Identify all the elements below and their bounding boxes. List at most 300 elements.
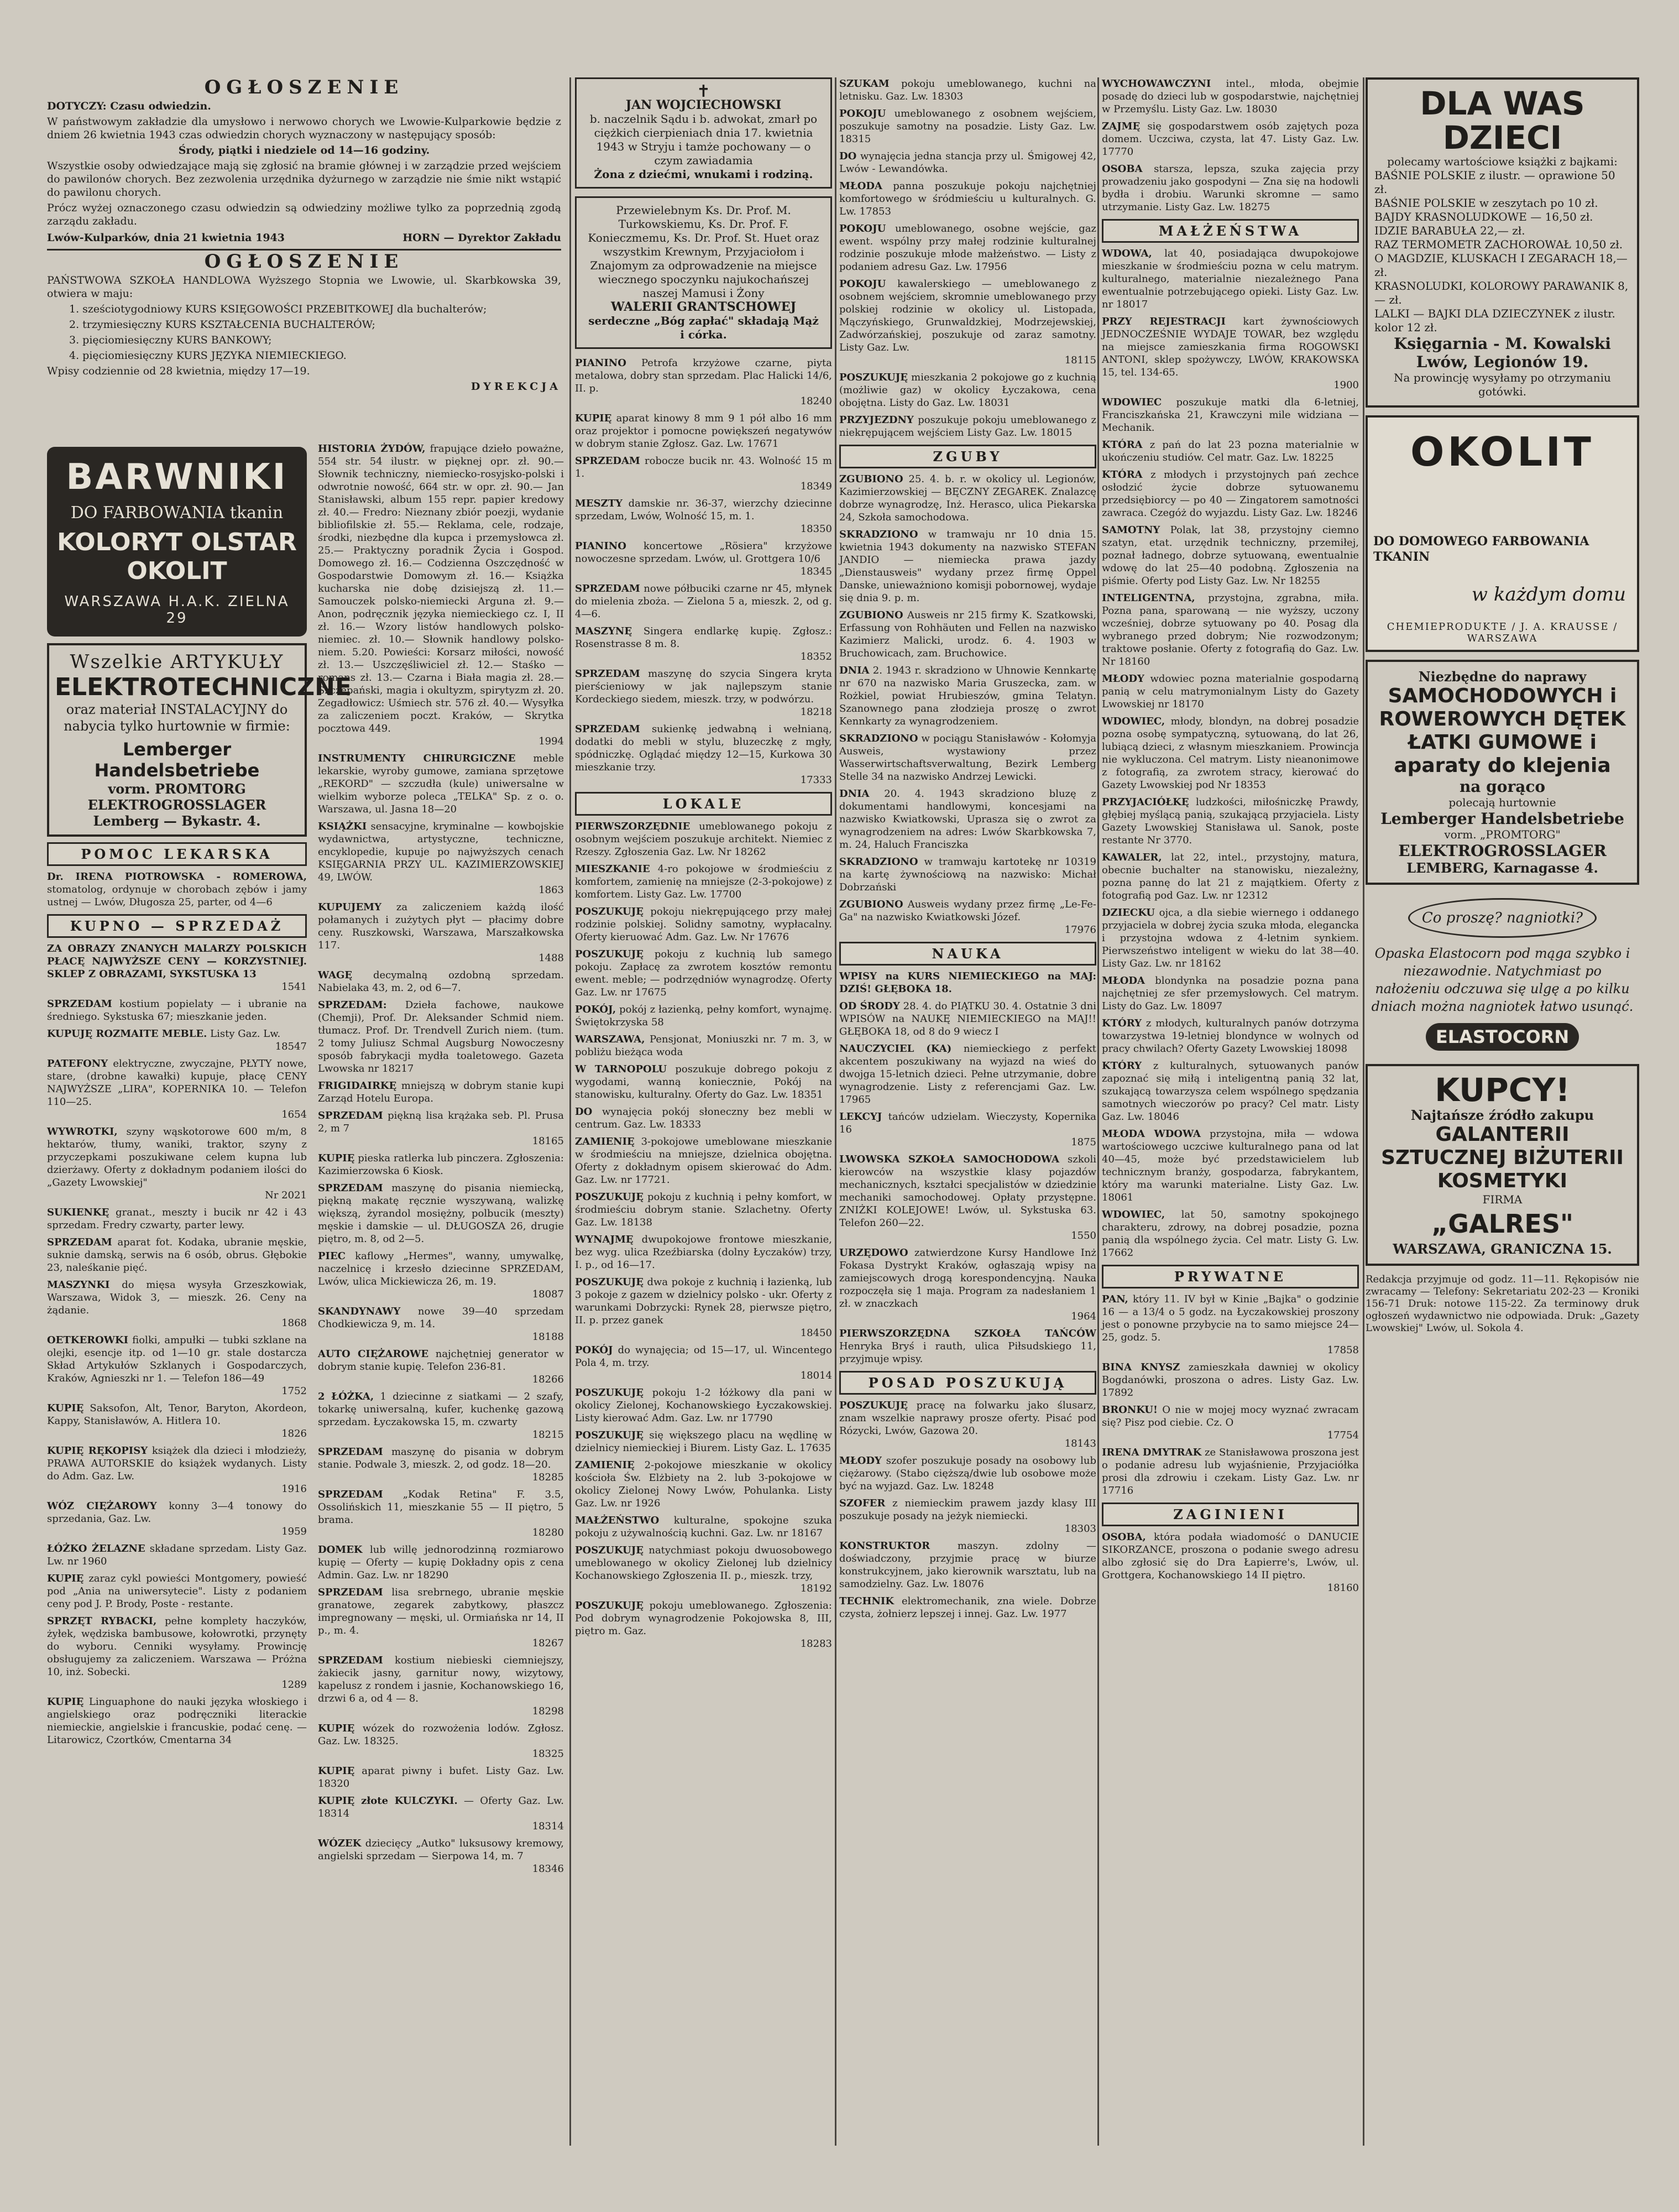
classified-ad: [47, 1027, 307, 1053]
ad-lead: WDOWIEC,: [1102, 1209, 1165, 1220]
classified-ad: [839, 1153, 1096, 1242]
ad-reference: 18352: [800, 651, 832, 662]
elektro-company: Lemberger Handelsbetriebe: [94, 739, 260, 781]
ad-body: Linguaphone do nauki języka włoskiego i angielskiego oraz podręczniki literackie niemieckie, angielskie i francuskie, podać cenę. — Litarowicz, Czortków, Cmentarna 34: [47, 1696, 307, 1746]
ad-lead: PAN,: [1102, 1293, 1128, 1305]
ad-lead: KTÓRY: [1102, 1018, 1142, 1029]
ad-body: umeblowanego, osobne wejście, gaz ewent. wspólny przy małej rodzinie kulturalnej rodzinie poszukuje młode małżeństwo. — Listy z podaniem adresu Gaz. Lw. 17956: [839, 223, 1096, 273]
ad-lead: POSZUKUJĘ: [839, 372, 908, 383]
ad-lead: KUPIĘ: [575, 413, 612, 424]
classified-ad: [839, 528, 1096, 604]
classified-ad: [839, 1497, 1096, 1535]
ad-body: damskie nr. 36-37, wierzchy dziecinne sprzedam, Lwów, Wolność 15, m. 1.: [575, 498, 832, 522]
ad-reference: 18283: [800, 1638, 832, 1650]
elektro-address: vorm. PROMTORG ELEKTROGROSSLAGER Lemberg — Bykastr. 4.: [87, 781, 266, 829]
ad-lead: ŁÓŻKO ŻELAZNE: [47, 1543, 145, 1554]
ad-reference: 1550: [1071, 1230, 1096, 1241]
ad-lead: POSZUKUJĘ: [575, 1191, 644, 1203]
ad-body: szyny wąskotorowe 600 m/m, 8 hektarów, tłumy, waniki, traktor, szyny z przyczepkami poszukiwane celem kupna lub dzierżawy. Oferty z dokładnym podaniem ilości do „Gazety Lwowskiej": [47, 1126, 307, 1188]
ad-reference: 1289: [281, 1679, 307, 1691]
ad-lead: POSZUKUJĘ: [575, 948, 644, 960]
ad-body: 1 dziecinne z siatkami — 2 szafy, tokarkę uniwersalną, kufer, kuchenkę gazową sprzedam. Łyczakowska 15, m. czwarty: [318, 1391, 564, 1428]
classified-ad: [1102, 163, 1359, 213]
ad-lead: SPRZEDAM: [575, 723, 640, 735]
ad-lead: KUPIĘ: [47, 1696, 84, 1708]
ad-body: lisa srebrnego, ubranie męskie granatowe, zegarek zabytkowy, płaszcz impregnowany — męski, ul. Ormiańska nr 14, II p., m. 4.: [318, 1587, 564, 1636]
thanks-name: WALERII GRANTSCHOWEJ: [611, 300, 796, 314]
ad-lead: SPRZEDAM:: [318, 999, 387, 1011]
classified-ad: [575, 1233, 832, 1271]
ad-reference: 1488: [538, 952, 564, 964]
galres-headline: KUPCY!: [1435, 1071, 1570, 1109]
ad-body: ojca, a dla siebie wiernego i oddanego przyjaciela w dobrej życia szuka młoda, elegancka i przystojna wdowa z 4-letnim synkiem. Pierwszeństwo inteligent w wieku do lat 38—40. Listy Gaz. Lw. nr 18162: [1102, 907, 1359, 969]
ad-body: kaflowy „Hermes", wanny, umywalkę, naczelnicę i krzesło dziecinne SPRZEDAM, Lwów, ulica Mickiewicza 26, m. 19.: [318, 1250, 564, 1287]
classified-list: [839, 970, 1096, 1365]
classified-ad: [575, 905, 832, 943]
books-item: RAZ TERMOMETR ZACHOROWAŁ 10,50 zł.: [1374, 238, 1623, 251]
classified-ad: [575, 948, 832, 999]
classified-ad: [839, 787, 1096, 851]
ad-reference: 17754: [1327, 1430, 1359, 1441]
ad-lead: AUTO CIĘŻAROWE: [318, 1348, 429, 1360]
classified-ad: [1102, 1128, 1359, 1204]
ad-body: poszukuje matki dla 6-letniej, Franciszkańska 21, Krawczyni mile widziana — Mechanik.: [1102, 397, 1359, 434]
classified-ad: [839, 1595, 1096, 1620]
classified-ad: [1102, 1017, 1359, 1055]
ad-reference: 18115: [1064, 354, 1096, 366]
ad-lead: SPRZEDAM: [318, 1655, 383, 1666]
ad-lead: SPRZEDAM: [318, 1489, 383, 1500]
ad-body: mieszkania 2 pokojowe go z kuchnią (możliwie gaz) w okolicy Łyczakowa, cena obojętna. Listy do Gaz. Lw. 18031: [839, 372, 1096, 409]
classified-ad: [318, 1837, 564, 1875]
okolit-slogan: w każdym domu: [1471, 583, 1626, 606]
classified-ad: [318, 1348, 564, 1386]
ad-lead: PRZYJACIÓŁKĘ: [1102, 796, 1189, 808]
ad-body: sensacyjne, kryminalne — kowbojskie wydawnictwa, artystyczne, techniczne, encyklopedie, kupuje po najwyższych cenach KSIĘGARNIA PRZY UL. KAZIMIERZOWSKIEJ 49, LWÓW.: [318, 821, 564, 883]
barwniki-brands: KOLORYT OLSTAR OKOLIT: [57, 528, 297, 585]
classified-ad: [318, 1488, 564, 1539]
ad-body: pieska ratlerka lub pinczera. Zgłoszenia: Kazimierzowska 6 Kiosk.: [318, 1152, 564, 1177]
ad-lead: PIERWSZORZĘDNIE: [575, 821, 691, 832]
ad-body: granat., meszty i bucik nr 42 i 43 sprzedam. Fredry czwarty, parter lewy.: [47, 1207, 307, 1231]
ad-lead: MŁODA: [1102, 975, 1145, 987]
ad-lead: SKRADZIONO: [839, 733, 918, 744]
ad-body: z niemieckim prawem jazdy klasy III poszukuje posady na jeżyk niemiecki.: [839, 1498, 1096, 1522]
classified-ad: [839, 1327, 1096, 1365]
classified-ad: [318, 969, 564, 994]
ad-reference: 18346: [532, 1863, 564, 1875]
section-banner-zaginieni: ZAGINIENI: [1102, 1503, 1359, 1526]
ad-body: z młodych, kulturalnych panów dotrzyma towarzystwa 19-letniej blondynce w wolnych od pracy chwilach? Oferty Gazety Lwowskiej 18098: [1102, 1018, 1359, 1055]
classified-ad: [575, 1276, 832, 1339]
classified-list: [839, 473, 1096, 936]
ad-body: niemieckiego z perfekt akcentem poszukiwany na wyjazd na wieś do dwojga 15-letnich dzieci. Pełne utrzymanie, dobre wynagrodzenie. Listy z referencjami Gaz. Lw. 17965: [839, 1043, 1096, 1105]
classified-ad: [1102, 1531, 1359, 1594]
classified-list: [575, 820, 832, 1650]
classified-ad: [575, 357, 832, 408]
ad-body: pokoju umeblowanego. Zgłoszenia: Pod dobrym wynagrodzenie Pokojowska 8, III, piętro m. Gaz.: [575, 1600, 832, 1637]
ad-lead: POSZUKUJĘ: [575, 1276, 644, 1288]
classified-ad: [839, 150, 1096, 175]
ad-body: wdowiec pozna materialnie gospodarną panią w celu matrymonialnym Listy do Gazety Lwowskiej nr 18170: [1102, 673, 1359, 710]
ad-reference: 18350: [800, 523, 832, 535]
ad-body: się większego placu na wędlinę w dzielnicy niemieckiej i Biurem. Listy Gaz. L. 17635: [575, 1430, 832, 1454]
ad-lead: DO: [575, 1106, 593, 1118]
ad-lead: POSZUKUJĘ: [839, 1400, 908, 1411]
classified-ad: [1102, 77, 1359, 116]
classified-ad: [575, 723, 832, 786]
ad-lead: ZGUBIONO: [839, 899, 903, 910]
books-item: O MAGDZIE, KLUSKACH I ZEGARACH 18,— zł.: [1374, 252, 1628, 279]
patches-line: polecają hurtownie: [1448, 796, 1556, 809]
classified-ad: [318, 1586, 564, 1650]
ad-body: robocze bucik nr. 43. Wolność 15 m 1.: [575, 455, 832, 479]
ad-reference: 1752: [281, 1385, 307, 1397]
notice-place: Lwów-Kulparków, dnia 21 kwietnia 1943: [47, 232, 285, 244]
ad-body: O nie w mojej mocy wyznać zwracam się? Pisz pod ciebie. Cz. O: [1102, 1404, 1359, 1428]
ad-lead: POKÓJ,: [575, 1004, 616, 1015]
ad-body: 28. 4. do PIĄTKU 30. 4. Ostatnie 3 dni WPISÓW na NAUKĘ NIEMIECKIEGO na MAJ!! GŁĘBOKA 18, od 8 do 9 wiecz I: [839, 1000, 1097, 1037]
classified-sections: [47, 842, 307, 1746]
ad-body: wynajęcia jedna stancja przy ul. Śmigowej 42, Lwów - Lewandówka.: [839, 150, 1096, 175]
ad-reference: 18280: [532, 1527, 564, 1538]
ad-lead: DNIA: [839, 665, 870, 676]
ad-lead: LWOWSKA SZKOŁA SAMOCHODOWA: [839, 1154, 1060, 1165]
books-item: BAŚNIE POLSKIE z ilustr. — oprawione 50 zł.: [1374, 169, 1615, 196]
column-3: [575, 77, 832, 2146]
ad-lead: IRENA DMYTRAK: [1102, 1447, 1202, 1458]
ad-lead: SPRZEDAM: [575, 583, 640, 594]
ad-lead: NAUCZYCIEL (KA): [839, 1043, 952, 1055]
notice-title: OGŁOSZENIE: [204, 251, 404, 273]
classified-ad: [318, 1654, 564, 1718]
ad-body: koncertowe „Rösiera" krzyżowe nowoczesne sprzedam. Lwów, ul. Grottgera 10/6: [575, 540, 832, 565]
ad-body: kawalerskiego — umeblowanego z osobnem wejściem, skromnie umeblowanego przy polskiej rodzinie w okolicy ul. Listopada, Mączyńskiego, Grunwaldzkiej, Modrzejewskiej, Zadwórzańskiej, poszukuje od zaraz samotny. Listy Gaz. Lw.: [839, 278, 1096, 353]
ad-reference: 18450: [800, 1327, 832, 1339]
classified-ad: [47, 1444, 307, 1495]
ad-body: 3-pokojowe umeblowane mieszkanie w środmieściu na mniejsze, dzielnica obojętna. Oferty z dokładnym opisem skierować do Adm. Gaz. Lw. nr 17721.: [575, 1136, 832, 1186]
classified-ad: [318, 1390, 564, 1441]
cross-icon: ✝: [696, 82, 711, 101]
ad-lead: POKOJU: [839, 108, 886, 119]
ad-reference: 1994: [538, 735, 564, 747]
ad-body: kart żywnościowych JEDNOCZEŚNIE WYDAJE TOWAR, bez względu na miejsce zamieszkania firma ROGOWSKI ANTONI, sklep spożywczy, LWÓW, KRAKOWSKA 15, tel. 134-65.: [1102, 316, 1359, 378]
ad-body: z pań do lat 23 pozna materialnie w ukończeniu studiów. Cel matr. Gaz. Lw. 18225: [1102, 439, 1359, 463]
classified-ad: [318, 1305, 564, 1343]
notice-title: OGŁOSZENIE: [204, 76, 404, 98]
ad-lead: KUPIĘ RĘKOPISY: [47, 1445, 148, 1457]
books-address: Lwów, Legionów 19.: [1416, 353, 1589, 371]
barwniki-title: BARWNIKI: [66, 457, 288, 498]
classified-list: [839, 1399, 1096, 1620]
ad-body: Henryka Bryś i rauth, ulica Piłsudskiego 11, przyjmuje wpisy.: [839, 1340, 1096, 1365]
ad-body: zamieszkała dawniej w okolicy Bogdanówki, proszona o adres. Listy Gaz. Lw. 17892: [1102, 1361, 1359, 1399]
books-item: IDZIE BARABUŁA 22,— zł.: [1374, 224, 1525, 237]
classified-ad: [575, 1033, 832, 1058]
ad-body: lub willę jednorodzinną rozmiarowo kupię — Oferty — kupię Dokładny opis z cena Admin. Gaz. Lw. nr 18290: [318, 1544, 564, 1581]
classified-ad: [839, 1540, 1096, 1590]
ad-reference: 18314: [532, 1820, 564, 1832]
ad-lead: WARSZAWA,: [575, 1034, 645, 1045]
rubber-patches-advert: [1366, 660, 1639, 885]
obituary-text: b. naczelnik Sądu i b. adwokat, zmarł po ciężkich cierpieniach dnia 17. kwietnia 1943 w Stryju i tamże pochowany — o czym zawiadamia: [589, 112, 818, 167]
ad-reference: 1541: [281, 981, 307, 993]
ad-lead: HISTORIA ŻYDÓW,: [318, 443, 426, 455]
ad-lead: MŁODA: [839, 180, 882, 192]
classified-ad: [575, 625, 832, 663]
classified-list: [1102, 1293, 1359, 1497]
ad-body: umeblowanego pokoju z osobnym wejściem poszukuje architekt. Niemiec z Rzeszy. Zgłoszenia Gaz. Lw. Nr 18262: [575, 821, 832, 858]
ad-body: decymalną ozdobną sprzedam. Nabielaka 43, m. 2, od 6—7.: [318, 969, 564, 994]
column-4: [839, 77, 1096, 2146]
ad-lead: W TARNOPOLU: [575, 1063, 667, 1075]
ad-body: frapujące dzieło poważne, 554 str. 54 ilustr. w pięknej opr. zł. 90.— Słownik techniczny, niemiecko-rosyjsko-polski i odwrotnie nowość, 664 str. w opr. zł. 90.— Jan Stanisławski, album 155 repr. papier kredowy zł. 40.— Fredro: Nieznany zbiór poezji, wydanie bibliofilskie zł. 55.— Reklama, cele, rodzaje, środki, niezbędne dla kupca i przemysłowca zł. 25.— Praktyczny poradnik Życia i Gospod. Domowego zł. 16.— Codzienna Oszczędność w Gospodarstwie Domowym zł. 16.— Książka kucharska nie dobę dzisiejszą zł. 11.— Samouczek polsko-niemiecki Arguna zł. 9.— Anon, podręcznik języka niemieckiego cz. I, II zł. 16.— Wzory listów handlowych polsko-niemiec. zł. 10.— Słownik handlowy polsko-niem. 5.20. Powieści: Korsarz miłości, nowość zł. 13.— Uszczęśliwiciel zł. 12.— Staśko — romans zł. 13.— Czarna i Biała magia zł. 28.— Szczepański, magia i okultyzm, spirytyzm zł. 20. Zegadłowicz: Uśmiech str. 576 zł. 40.— Wysyłka za zaliczeniem poczt. Kraków, — Skrytka pocztowa 449.: [318, 443, 564, 734]
ad-lead: MŁODY: [1102, 673, 1144, 685]
obituary-signature: Żona z dziećmi, wnukami i rodziną.: [594, 168, 813, 181]
ad-body: Singera endlarkę kupię. Zgłosz.: Rosenstrasse 8 m. 8.: [575, 625, 832, 650]
ad-reference: 18267: [532, 1637, 564, 1649]
ad-lead: SUKIENKĘ: [47, 1207, 109, 1218]
ad-body: elektryczne, zwyczajne, PŁYTY nowe, stare, (drobne kawałki) kupuje, płacę CENY NAJWYŻSZE „LIRA", KOPERNIKA 10. — Telefon 110—25.: [47, 1058, 307, 1108]
ad-reference: 18192: [800, 1583, 832, 1594]
classified-ad: [575, 412, 832, 450]
elektro-line: Wszelkie ARTYKUŁY: [70, 651, 284, 673]
ad-body: piękną lisa krążaka seb. Pl. Prusa 2, m 7: [318, 1110, 564, 1134]
classified-list: [1102, 1531, 1359, 1594]
classified-ad: [1102, 1293, 1359, 1357]
ad-body: lat 40, posiadająca dwupokojowe mieszkanie w środmieściu pozna w celu matrym. kulturalnego, materialnie niezależnego Pana ewentualnie potrzebującego opieki. Listy Gaz. Lw. nr 18017: [1102, 248, 1359, 310]
classified-ad: [318, 1250, 564, 1301]
ad-reference: 18240: [800, 395, 832, 407]
classified-ad: [575, 1344, 832, 1382]
classified-ad: [839, 855, 1096, 894]
classified-ad: [318, 1543, 564, 1582]
classified-ad: [47, 870, 307, 909]
thanks-notice: [575, 196, 832, 349]
ad-lead: KUPUJEMY: [318, 901, 381, 913]
ad-lead: 2 ŁÓŻKA,: [318, 1391, 374, 1402]
classified-ad: [1102, 524, 1359, 587]
okolit-advert: [1366, 415, 1639, 652]
notice-item: 3. pięciomiesięczny KURS BANKOWY;: [69, 334, 272, 346]
classified-ad: [575, 1191, 832, 1229]
ad-body: Saksofon, Alt, Tenor, Baryton, Akordeon, Kappy, Stanisławów, A. Hitlera 10.: [47, 1402, 307, 1427]
ad-body: kostium niebieski ciemniejszy, żakiecik jasny, garnitur nowy, wizytowy, kapelusz z rondem i jasnie, Kochanowskiego 16, drzwi 6 a, od 4 — 8.: [318, 1655, 564, 1704]
patches-headline: SAMOCHODOWYCH i ROWEROWYCH DĘTEK: [1379, 685, 1626, 731]
section-banner-nauka: NAUKA: [839, 942, 1096, 966]
elastocorn-text: Opaska Elastocorn pod mąga szybko i niezawodnie. Natychmiast po nałożeniu odczuwa się ulgę a po kilku dniach można nagniotek łatwo usunąć.: [1371, 946, 1634, 1014]
patches-headline: ŁATKI GUMOWE i aparaty do klejenia: [1394, 731, 1611, 777]
obituary-name: JAN WOJCIECHOWSKI: [625, 98, 782, 112]
ad-lead: POKÓJ: [575, 1344, 613, 1356]
okolit-footer: CHEMIEPRODUKTE / J. A. KRAUSSE / WARSZAWA: [1387, 621, 1618, 644]
okolit-subtitle: DO DOMOWEGO FARBOWANIA TKANIN: [1373, 534, 1589, 564]
ad-lead: ZGUBIONO: [839, 609, 903, 621]
ad-body: intel., młoda, obejmie posadę do dzieci lub w gospodarstwie, najchętniej w Przemyślu. Listy Gaz. Lw. 18030: [1102, 78, 1359, 115]
notice-visiting-hours: [47, 76, 561, 244]
classified-ad: [575, 1135, 832, 1186]
ad-lead: SKRADZIONO: [839, 529, 918, 540]
classified-ad: [1102, 396, 1359, 434]
ad-lead: POKOJU: [839, 223, 886, 234]
column-divider: [1363, 77, 1364, 2146]
ad-lead: WYCHOWAWCZYNI: [1102, 78, 1211, 90]
ad-lead: MESZTY: [575, 498, 623, 509]
column-1: [47, 77, 567, 393]
ad-body: która podała wiadomość o DANUCIE SIKORZANCE, proszona o podanie swego adresu albo zgłosić się do Dra Łapierre's, Lwów, ul. Grottgera, Kochanowskiego 14 II piętro.: [1102, 1531, 1359, 1581]
classified-ad: [575, 582, 832, 620]
ad-lead: DZIECKU: [1102, 907, 1155, 919]
ad-body: w tramwaju kartotekę nr 10319 na kartę żywnościową na nazwisko: Michał Dobrzański: [839, 856, 1096, 893]
ad-lead: ZAMIENIĘ: [575, 1459, 635, 1471]
ad-body: pokoju umeblowanego, kuchni na letnisku. Gaz. Lw. 18303: [839, 78, 1096, 102]
classified-ad: [1102, 1404, 1359, 1442]
ad-lead: WÓZ CIĘŻAROWY: [47, 1500, 157, 1512]
ad-reference: 18218: [800, 706, 832, 718]
ad-lead: POKOJU: [839, 278, 886, 290]
ad-body: Polak, lat 38, przystojny ciemno szatyn, etat. urzędnik techniczny, przemiłej, poznał ładnego, dobrze sytuowaną, ewentualnie wdowę do lat 25—40 podobną. Zgłoszenia na piśmie. Oferty pod Listy Gaz. Lw. Nr 18255: [1102, 524, 1359, 587]
ad-lead: SZOFER: [839, 1498, 886, 1509]
classified-ad: [839, 1454, 1096, 1493]
notice-paragraph: W państwowym zakładzie dla umysłowo i nerwowo chorych we Lwowie-Kulparkowie będzie z dniem 26 kwietnia 1943 czas odwiedzin chorych wyznaczony w następujący sposób:: [47, 116, 561, 141]
ad-body: Pensjonat, Moniuszki nr. 7 m. 3, w pobliżu bieżąca woda: [575, 1034, 832, 1058]
notice-item: 4. pięciomiesięczny KURS JĘZYKA NIEMIECKIEGO.: [69, 349, 347, 362]
notice-paragraph: Wszystkie osoby odwiedzające mają się zgłosić na bramie głównej i w zarządzie przed wejściem do pawilonów chorych. Bez zezwolenia urzędnika dyżurnego w zarządzie nie śmie nikt wstąpić do pawilonu chorych.: [47, 160, 561, 199]
ad-lead: FRIGIDAIRKĘ: [318, 1080, 397, 1092]
classified-ad: [839, 473, 1096, 524]
ad-body: lat 22, intel., przystojny, matura, obecnie buchalter na stanowisku, niezależny, pozna pannę do lat 21 z majątkiem. Oferty z fotografią pod Gaz. Lw. nr 12312: [1102, 852, 1359, 901]
notice-item: 1. sześciotygodniowy KURS KSIĘGOWOŚCI PRZEBITKOWEJ dla buchalterów;: [69, 303, 487, 315]
ad-lead: DNIA: [839, 788, 870, 800]
ad-body: Petrofa krzyżowe czarne, piyta metalowa, dobry stan sprzedam. Plac Halicki 14/6, II. p.: [575, 357, 832, 394]
ad-body: elektromechanik, zna wiele. Dobrze czysta, żołnierz lepszej i innej. Gaz. Lw. 1977: [839, 1595, 1096, 1620]
ad-lead: KTÓRA: [1102, 439, 1143, 451]
ad-reference: 18303: [1064, 1523, 1096, 1535]
classified-ad: [47, 1695, 307, 1746]
classified-ad: [839, 107, 1096, 145]
classified-ad: [47, 1572, 307, 1610]
classified-ad: [839, 180, 1096, 218]
ad-lead: SPRZEDAM: [47, 1237, 112, 1248]
classified-ad: [575, 1105, 832, 1131]
books-shop: Księgarnia - M. Kowalski: [1394, 335, 1611, 353]
classified-ad: [1102, 974, 1359, 1013]
section-banner-prywatne: PRYWATNE: [1102, 1265, 1359, 1288]
ad-lead: MŁODY: [839, 1455, 882, 1467]
ad-lead: SPRZEDAM: [318, 1110, 383, 1121]
books-item: KRASNOLUDKI, KOLOROWY PARAWANIK 8,— zł.: [1374, 279, 1629, 306]
ad-body: mniejszą w dobrym stanie kupi Zarząd Hotelu Europa.: [318, 1080, 564, 1104]
ad-reference: 18345: [800, 566, 832, 577]
ad-lead: KONSTRUKTOR: [839, 1540, 930, 1552]
ad-reference: Nr 2021: [265, 1190, 307, 1201]
ad-body: pokoju z kuchnią i pełny komfort, w środmieściu dobrym stanie. Szlachetny. Oferty Gaz. Lw. 18138: [575, 1191, 832, 1228]
books-advert: [1366, 77, 1639, 408]
ad-lead: DO: [839, 150, 857, 162]
ad-lead: SKRADZIONO: [839, 856, 918, 868]
ad-reference: 1826: [281, 1428, 307, 1439]
classified-ad: [839, 1000, 1096, 1038]
ad-lead: SPRZĘT RYBACKI,: [47, 1615, 157, 1627]
ad-reference: 18266: [532, 1374, 564, 1385]
ad-lead: SPRZEDAM: [318, 1182, 383, 1194]
ad-body: tańców udzielam. Wieczysty, Kopernika 16: [839, 1111, 1096, 1135]
classified-ad: [318, 1079, 564, 1105]
ad-reference: 1863: [538, 884, 564, 896]
ad-lead: KUPIĘ: [47, 1573, 84, 1584]
ad-body: pracę na folwarku jako ślusarz, znam wszelkie naprawy prosze oferty. Pisać pod Rózycki, Lwów, Gazowa 20.: [839, 1400, 1096, 1437]
notice-hours: Środy, piątki i niedziele od 14—16 godziny.: [178, 144, 430, 156]
ad-lead: PIANINO: [575, 357, 626, 369]
classified-ad: [47, 1125, 307, 1202]
okolit-logo: OKOLIT: [1410, 429, 1594, 475]
classified-ad: [839, 278, 1096, 367]
notice-trade-school: [47, 251, 561, 393]
ad-lead: INSTRUMENTY CHIRURGICZNE: [318, 753, 516, 764]
elastocorn-advert: [1366, 893, 1639, 1056]
galres-advert: [1366, 1064, 1639, 1266]
ad-lead: OSOBA: [1102, 163, 1143, 175]
ad-lead: SPRZEDAM: [318, 1587, 383, 1598]
classified-ad: [575, 1386, 832, 1425]
classified-ad: [1102, 468, 1359, 519]
ad-lead: ZAMIENIĘ: [575, 1136, 635, 1147]
section-banner-lokale: LOKALE: [575, 792, 832, 816]
ad-body: nowe półbuciki czarne nr 45, młynek do mielenia zboża. — Zielona 5 a, mieszk. 2, od g. 4—6.: [575, 583, 832, 620]
ad-body: ze Stanisławowa proszona jest o podanie adresu lub wyjaśnienie, Przyjaciółka prosi dla zdrowiu i czekam. Listy Gaz. Lw. nr 17716: [1102, 1447, 1359, 1496]
classified-ad: [1102, 796, 1359, 847]
classified-ad: [575, 1459, 832, 1510]
classified-ad: [318, 1182, 564, 1245]
classified-ad: [1102, 315, 1359, 392]
classified-ad: [575, 1514, 832, 1540]
ad-body: Ausweis nr 215 firmy K. Szatkowski, Erfassung von Rohhäuten und Fellen na nazwisko Kazimierz Malicki, urodz. 6. 4. 1903 w Bruchowicach, zam. Bruchowice.: [839, 609, 1096, 659]
ad-body: dwa pokoje z kuchnią i łazienką, lub 3 pokoje z gazem w dzielnicy polsko - ukr. Oferty z warunkami Dobrzycki: Rynek 28, pierwsze piętro, II. p. przez ganek: [575, 1276, 832, 1326]
ad-lead: OSOBA,: [1102, 1531, 1146, 1543]
patches-line: na gorąco: [1459, 778, 1546, 796]
ad-lead: KTÓRA: [1102, 469, 1143, 481]
ad-lead: WDOWA,: [1102, 248, 1152, 259]
classified-ad: [1102, 1446, 1359, 1497]
ad-lead: SPRZEDAM: [575, 455, 640, 467]
classified-ad: [839, 414, 1096, 439]
books-item: BAŚNIE POLSKIE w zeszytach po 10 zł.: [1374, 196, 1598, 210]
elektro-line: oraz materiał INSTALACYJNY do nabycia tylko hurtownie w firmie:: [64, 702, 290, 734]
editorial-footer: Redakcja przyjmuje od godz. 11—11. Rękopisów nie zwracamy — Telefony: Sekretariatu 202-23 — Kroniki 156-71 Druk: notowe 115-22. Za terminowy druk ogłoszeń wydawnictwo nie odpowiada. Druk: „Gazety Lwowskiej" Lwów, ul. Sokola 4.: [1366, 1274, 1639, 1334]
ad-reference: 18215: [532, 1429, 564, 1441]
notice-signature: DYREKCJA: [470, 380, 561, 393]
ad-body: dwupokojowe frontowe mieszkanie, bez wyg. ulica Rzeźbiarska (dolny Łyczaków) trzy, I. p., od 16—17.: [575, 1234, 832, 1271]
ad-reference: 1868: [281, 1317, 307, 1329]
ad-lead: KUPIĘ: [318, 1723, 355, 1734]
ad-reference: 1916: [281, 1483, 307, 1495]
galres-name: „GALRES": [1431, 1209, 1573, 1239]
ad-body: kulturalne, spokojne szuka pokoju z używalnością kuchni. Gaz. Lw. nr 18167: [575, 1515, 832, 1539]
ad-body: — Oferty Gaz. Lw. 18314: [318, 1795, 564, 1819]
classified-ad: [575, 1429, 832, 1454]
ad-lead: WDOWIEC,: [1102, 716, 1165, 727]
books-headline: DLA WAS DZIECI: [1420, 85, 1585, 156]
ad-reference: 18298: [532, 1705, 564, 1717]
ad-lead: PATEFONY: [47, 1058, 108, 1070]
notice-paragraph: PAŃSTWOWA SZKOŁA HANDLOWA Wyższego Stopnia we Lwowie, ul. Skarbkowska 39, otwiera w maju:: [47, 274, 561, 300]
ad-reference: 1964: [1071, 1311, 1096, 1322]
classified-ad: [47, 1206, 307, 1232]
classified-list: [839, 77, 1096, 439]
classified-ad: [47, 1615, 307, 1691]
ad-lead: KUPIĘ: [47, 1402, 84, 1414]
section-banner-zguby: ZGUBY: [839, 445, 1096, 468]
